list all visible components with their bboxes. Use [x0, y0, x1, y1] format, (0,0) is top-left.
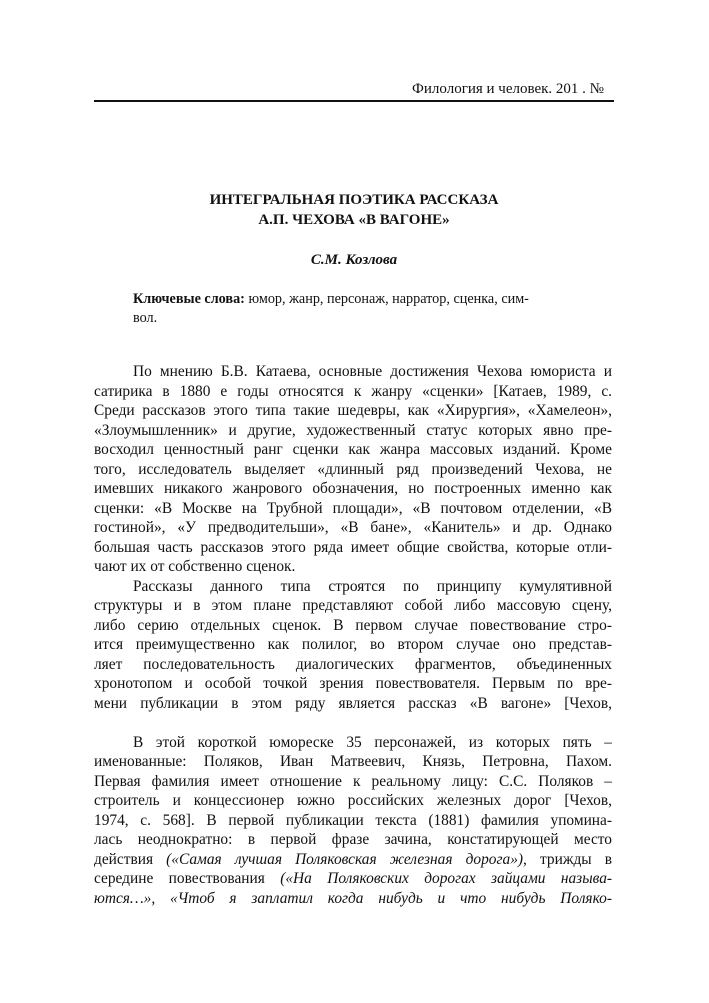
- body-line: ляет последовательность диалогических фрагментов, объединенных: [94, 655, 612, 673]
- body-line: «Злоумышленник» и другие, художественный статус которых явно пре-: [94, 421, 612, 439]
- body-line: хронотопом и особой точкой зрения повествователя. Первым по вре-: [94, 675, 612, 692]
- title-line-2: А.П. ЧЕХОВА «В ВАГОНЕ»: [258, 212, 450, 228]
- body-line: чают их от собственно сценок.: [94, 558, 296, 575]
- quote-italic: («Самая лучшая Поляковская железная дорога»): [166, 850, 524, 868]
- body-line: середине повествования («На Поляковских дорогах зайцами называ-: [94, 870, 613, 887]
- body-line: лась неоднократно: в первой фразе зачина, констатирующей место: [94, 831, 612, 848]
- keywords-block: [133, 290, 577, 328]
- title-line-1: ИНТЕГРАЛЬНАЯ ПОЭТИКА РАССКАЗА: [209, 192, 499, 208]
- body-line: сценки: «В Москве на Трубной площади», «В почтовом отделении, «В: [94, 499, 612, 517]
- body-line: либо серию отдельных сценок. В первом случае повествование стро-: [94, 616, 612, 634]
- body-line: имевших никакого жанрового обозначения, но построенных именно как: [94, 480, 612, 497]
- quote-italic: ются…», «Чтоб я заплатил когда нибудь и что нибудь Поляко-: [94, 889, 612, 907]
- keywords-text: юмор, жанр, персонаж, нарратор, сценка, сим-: [244, 291, 529, 307]
- body-line: мени публикации в этом ряду является рассказ «В вагоне» [Чехов,: [94, 694, 612, 712]
- body-line: ится преимущественно как полилог, во втором случае оно представ-: [94, 636, 612, 653]
- body-line: [94, 889, 612, 909]
- body-line: Первая фамилия имеет отношение к реальному лицу: С.С. Поляков –: [94, 772, 612, 790]
- body-line: того, исследователь выделяет «длинный ряд произведений Чехова, не: [94, 460, 612, 478]
- quote-italic: («На Поляковских дорогах зайцами называ-: [280, 870, 613, 887]
- body-line: структуры и в этом плане представляют собой либо массовую сцену,: [94, 597, 612, 614]
- keywords-label: Ключевые слова:: [133, 291, 245, 307]
- body-line: строитель и концессионер южно российских железных дорог [Чехов,: [94, 792, 612, 809]
- body-line: большая часть рассказов этого ряда имеет общие свойства, которые отли-: [94, 538, 612, 556]
- running-header: [94, 80, 614, 102]
- body-line: В этой короткой юмореске 35 персонажей, из которых пять –: [133, 733, 612, 751]
- article-title: [94, 190, 614, 230]
- body-line: восходил ценностный ранг сценки как жанра массовых изданий. Кроме: [94, 441, 612, 458]
- keywords-text-cont: вол.: [133, 310, 158, 326]
- body-line: сатирика в 1880 е годы относятся к жанру «сценки» [Катаев, 1989, с.: [94, 382, 612, 400]
- body-line: действия («Самая лучшая Поляковская железная дорога»), трижды в: [94, 850, 613, 868]
- body-line: гостиной», «У предводительши», «В бане», «Канитель» и др. Однако: [94, 519, 612, 536]
- author-name: С.М. Козлова: [310, 252, 398, 268]
- article-body: [94, 362, 612, 908]
- body-line: По мнению Б.В. Катаева, основные достижения Чехова юмориста и: [133, 363, 612, 380]
- body-line: Рассказы данного типа строятся по принципу кумулятивной: [133, 577, 612, 595]
- body-line: именованные: Поляков, Иван Матвеевич, Князь, Петровна, Пахом.: [94, 753, 612, 770]
- body-line: 1974, с. 568]. В первой публикации текста (1881) фамилия упомина-: [94, 811, 612, 829]
- running-title: Филология и человек. 201 . №: [412, 81, 604, 97]
- body-line: Среди рассказов этого типа такие шедевры, как «Хирургия», «Хамелеон»,: [94, 402, 612, 419]
